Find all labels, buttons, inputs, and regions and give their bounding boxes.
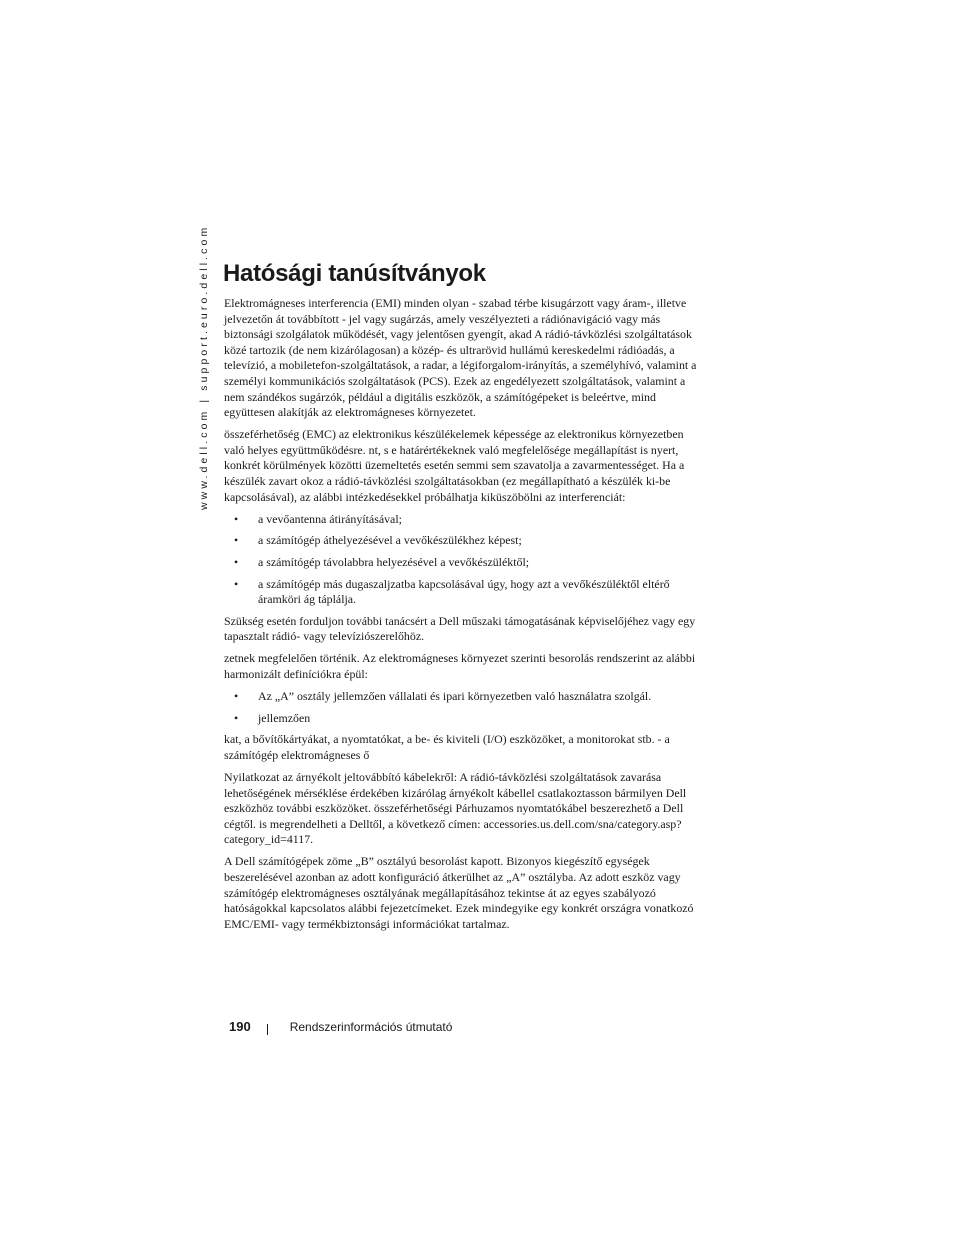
bullet-icon: • bbox=[234, 511, 239, 526]
bullet-icon: • bbox=[234, 554, 239, 569]
page-title: Hatósági tanúsítványok bbox=[223, 260, 486, 287]
page-footer bbox=[229, 1019, 452, 1039]
bullet-icon: • bbox=[234, 533, 239, 548]
list-item-text: a számítógép más dugaszaljzatba kapcsolásával úgy, hogy azt a vevőkészüléktől eltérő áramköri ág táplálja. bbox=[258, 576, 670, 607]
list-item-text: Az „A” osztály jellemzően vállalati és ipari környezetben való használatra szolgál. bbox=[258, 689, 652, 704]
list-item bbox=[224, 711, 706, 727]
bullet-icon: • bbox=[234, 689, 239, 704]
list-item-text: jellemzően bbox=[258, 710, 311, 725]
footer-separator bbox=[267, 1024, 268, 1035]
list-item bbox=[224, 689, 706, 705]
paragraph-emc: összeférhetőség (EMC) az elektronikus készülékelemek képessége az elektronikus környezetben való helyes együttműködésre. nt, s e határértékeknek való megfelelősége megállapítást is nyert, konkrét körülmények közötti üzemeltetés esetén semmi sem szavatolja a zavarmentességet. Ha a készülék zavart okoz a rádió-távközlési szolgáltatásokban (ez megállapítható a készülék ki-be kapcsolásával), az alábbi intézkedésekkel próbálhatja kiküszöbölni az interferenciát: bbox=[224, 427, 685, 504]
paragraph-device-class: A Dell számítógépek zöme „B” osztályú besorolást kapott. Bizonyos kiegészítő egységek beszerelésével azonban az adott konfiguráció átkerülhet az „A” osztályba. Az adott eszköz vagy számítógép elektromágneses osztályának megállapításához tekintse át az egyes szabályozó hatóságokkal kapcsolatos alábbi fejezetcímeket. Ezek mindegyike egy konkrét országra vonatkozó EMC/EMI- vagy termékbiztonsági információkat tartalmaz. bbox=[224, 854, 694, 931]
list-item-text: a vevőantenna átirányításával; bbox=[258, 511, 402, 526]
list-item-text: a számítógép távolabbra helyezésével a vevőkészüléktől; bbox=[258, 554, 530, 569]
list-item bbox=[224, 577, 706, 608]
document-title: Rendszerinformációs útmutató bbox=[289, 1020, 453, 1034]
list-item bbox=[224, 533, 706, 549]
paragraph-support: Szükség esetén forduljon további tanácsért a Dell műszaki támogatásának képviselőjéhez vagy egy tapasztalt rádió- vagy televíziószerelőhöz. bbox=[224, 613, 696, 644]
page-number: 190 bbox=[229, 1019, 251, 1034]
list-item bbox=[224, 555, 706, 571]
paragraph-peripherals: kat, a bővítőkártyákat, a nyomtatókat, a be- és kiviteli (I/O) eszközöket, a monitorokat stb. - a számítógép elektromágneses ő bbox=[224, 732, 670, 762]
bullet-icon: • bbox=[234, 710, 239, 725]
bullet-icon: • bbox=[234, 576, 239, 591]
paragraph-emi: Elektromágneses interferencia (EMI) minden olyan - szabad térbe kisugárzott vagy áram-, illetve jelvezetőn át továbbított - jel vagy sugárzás, amely veszélyezteti a rádiónavigáció vagy más biztonsági szolgálatok működését, vagy jelentősen gyengít, akad A rádió-távközlési szolgáltatások közé tartozik (de nem kizárólagosan) a közép- és ultrarövid hullámú kereskedelmi rádióadás, a televízió, a mobiletefon-szolgáltatások, a radar, a légiforgalom-irányítás, a személyhívó, valamint a személyi kommunikációs szolgáltatások (PCS). Ezek az engedélyezett szolgáltatások, valamint a nem szándékos sugárzók, például a digitális eszközök, a számítógépeket is beleértve, mind együttesen alakítják az elektromágneses környezetet. bbox=[224, 296, 697, 420]
body-content bbox=[224, 296, 706, 939]
list-item-text: a számítógép áthelyezésével a vevőkészülékhez képest; bbox=[258, 533, 522, 548]
class-definitions-list bbox=[224, 689, 706, 726]
list-item bbox=[224, 512, 706, 528]
paragraph-shielded-cables: Nyilatkozat az árnyékolt jeltovábbító kábelekről: A rádió-távközlési szolgáltatások zavarása lehetőségének mérséklése érdekében kizárólag árnyékolt kábellel csatlakoztasson bármilyen Dell eszközhöz további eszközöket. összeférhetőségi Párhuzamos nyomtatókábel beszerezhető a Dell cégtől. is megrendelheti a Delltől, a következő címen: accessories.us.dell.com/sna/category.asp?category_id=4117. bbox=[224, 769, 687, 847]
paragraph-classification: zetnek megfelelően történik. Az elektromágneses környezet szerinti besorolás rendszerint az alábbi harmonizált definíciókra épül: bbox=[224, 651, 696, 681]
side-url-text: www.dell.com | support.euro.dell.com bbox=[198, 224, 210, 510]
interference-measures-list bbox=[224, 512, 706, 608]
